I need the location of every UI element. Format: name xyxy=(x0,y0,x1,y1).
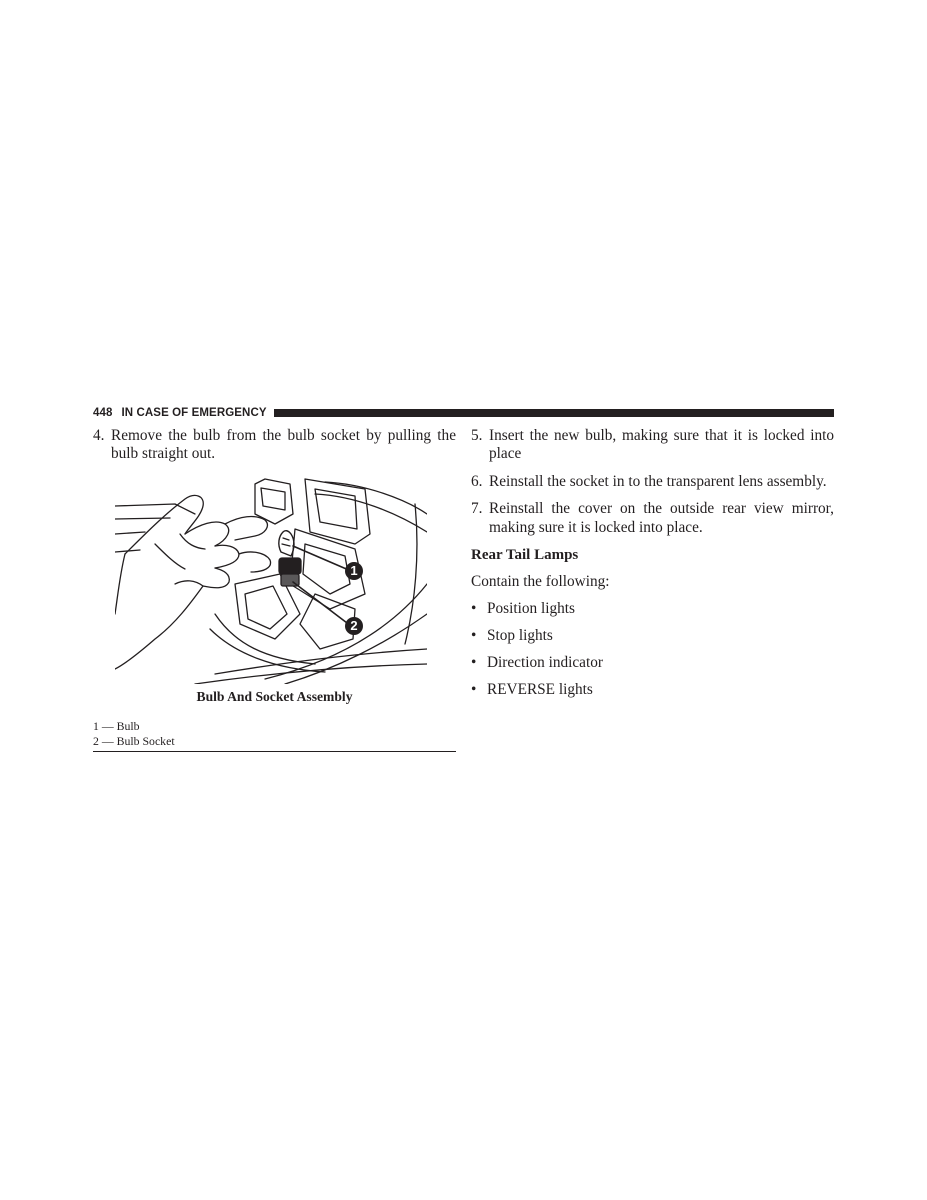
callout-1 xyxy=(345,562,363,580)
running-header xyxy=(93,406,834,420)
bullet-icon: • xyxy=(471,654,477,672)
list-item xyxy=(471,654,834,672)
figure-caption: Bulb And Socket Assembly xyxy=(196,688,353,704)
callout-2-label: 2 xyxy=(350,617,358,633)
step-text: Insert the new bulb, making sure that it is locked into place xyxy=(489,427,834,463)
figure-legend xyxy=(93,719,456,749)
subheading-rear-tail-lamps: Rear Tail Lamps xyxy=(471,547,579,564)
list-item-text: REVERSE lights xyxy=(487,681,593,699)
page-number: 448 xyxy=(93,407,113,419)
step-4 xyxy=(93,427,456,464)
step-text: Reinstall the cover on the outside rear view mirror, making sure it is locked into place. xyxy=(489,500,834,536)
callout-2 xyxy=(345,617,363,635)
step-text: Remove the bulb from the bulb socket by pulling the bulb straight out. xyxy=(111,427,456,463)
legend-item-bulb: 1 — Bulb xyxy=(93,718,140,733)
step-number: 6. xyxy=(471,472,483,490)
step-number: 4. xyxy=(93,427,105,444)
left-column xyxy=(93,427,456,752)
step-6 xyxy=(471,473,834,491)
list-item xyxy=(471,681,834,699)
step-7 xyxy=(471,500,834,537)
header-rule xyxy=(274,409,834,417)
intro-text: Contain the following: xyxy=(471,573,610,591)
bullet-icon: • xyxy=(471,627,477,645)
right-column xyxy=(471,427,834,708)
step-number: 7. xyxy=(471,500,483,518)
illustration-drawing xyxy=(115,474,427,684)
bulb-socket-illustration xyxy=(115,474,427,684)
bullet-icon: • xyxy=(471,681,477,699)
step-text: Reinstall the socket in to the transparent lens assembly. xyxy=(489,472,827,490)
list-item-text: Stop lights xyxy=(487,627,553,645)
list-item xyxy=(471,600,834,618)
step-number: 5. xyxy=(471,427,483,444)
list-item xyxy=(471,627,834,645)
bullet-icon: • xyxy=(471,600,477,618)
list-item-text: Direction indicator xyxy=(487,654,603,672)
list-item-text: Position lights xyxy=(487,600,575,618)
bullet-list xyxy=(471,600,834,699)
legend-item-bulb-socket: 2 — Bulb Socket xyxy=(93,733,175,748)
section-title: IN CASE OF EMERGENCY xyxy=(121,407,267,419)
legend-rule xyxy=(93,751,456,752)
step-5 xyxy=(471,427,834,464)
callout-1-label: 1 xyxy=(350,562,358,578)
